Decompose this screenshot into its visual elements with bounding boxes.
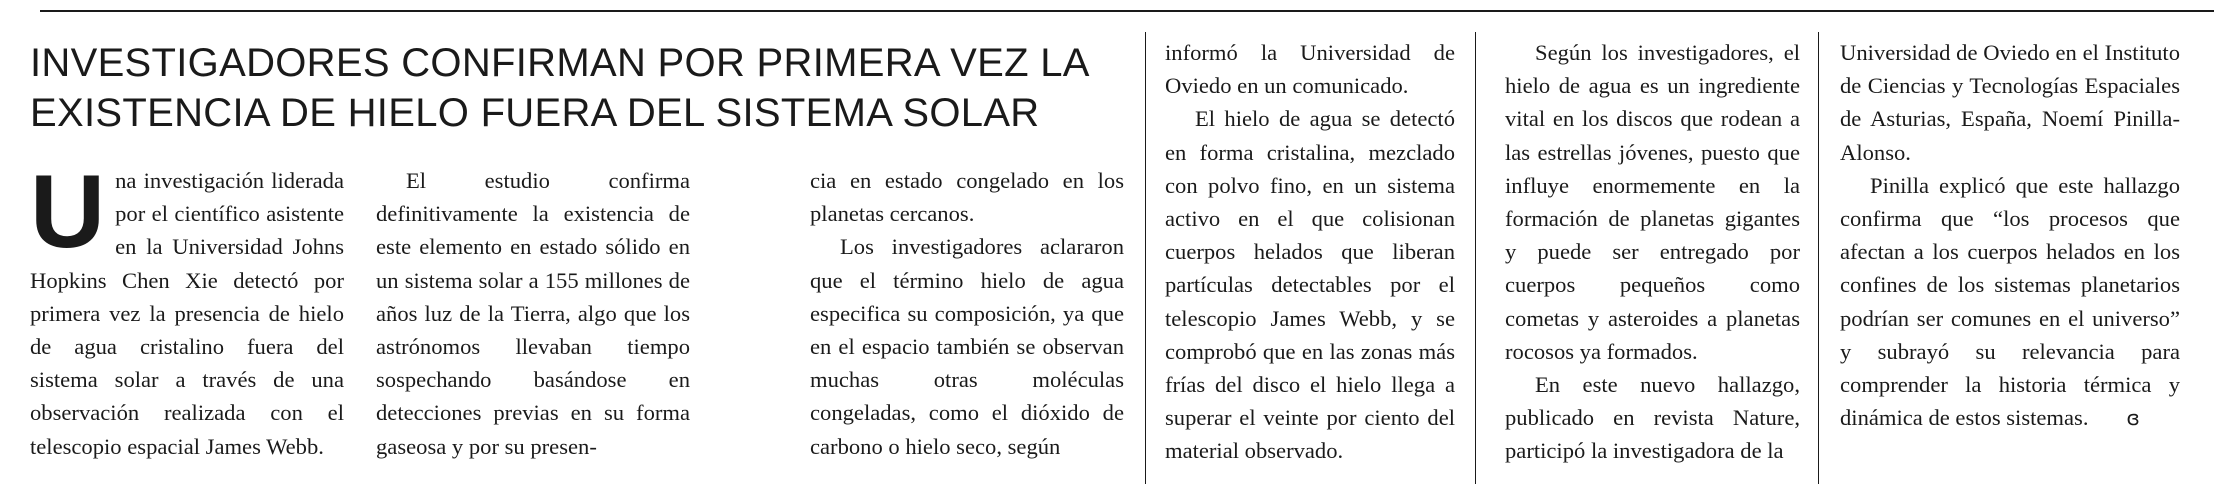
top-rule — [40, 10, 2214, 12]
article-paragraph: cia en estado congelado en los planetas cercanos. — [810, 168, 1124, 227]
paragraph-text: Pinilla explicó que este hallazgo confirma que “los procesos que afectan a los cuerpos helados en los confines de los sistemas planetarios podrían ser comunes en el universo” y subrayó su relevancia para comprender la historia térmica y dinámica de estos sistemas. — [1840, 172, 2180, 431]
article-column-6 — [1840, 36, 2180, 435]
article-paragraph: Universidad de Oviedo en el Instituto de Ciencias y Tecnologías Espaciales de Asturias, España, Noemí Pinilla-Alonso. — [1840, 40, 2180, 165]
article-paragraph: En este nuevo hallazgo, publicado en revista Nature, participó la investigadora de la — [1505, 372, 1800, 464]
article-column-2 — [376, 164, 690, 463]
column-rule — [1475, 32, 1476, 484]
article-column-5 — [1505, 36, 1800, 468]
end-of-article-icon: ɞ — [2126, 406, 2140, 431]
article-column-1 — [30, 154, 344, 463]
article-headline: INVESTIGADORES CONFIRMAN POR PRIMERA VEZ LA EXISTENCIA DE HIELO FUERA DEL SISTEMA SOLAR — [30, 41, 1088, 135]
column-rule — [1145, 32, 1146, 484]
article-paragraph: Los investigadores aclararon que el término hielo de agua especifica su composición, ya que en el espacio también se observan muchas otras moléculas congeladas, como el dióxido de carbono o hielo seco, según — [810, 234, 1124, 459]
drop-cap: U — [30, 154, 106, 270]
article-paragraph — [30, 154, 344, 463]
column-rule — [1818, 32, 1819, 484]
article-paragraph: El hielo de agua se detectó en forma cristalina, mezclado con polvo fino, en un sistema activo en el que colisionan cuerpos helados que liberan partículas detectables por el telescopio James Webb, y se comprobó que en las zonas más frías del disco el hielo llega a superar el veinte por ciento del material observado. — [1165, 106, 1455, 464]
article-column-4 — [1165, 36, 1455, 468]
paragraph-text: na investigación liderada por el científico asistente en la Universidad Johns Hopkins Chen Xie detectó por primera vez la presencia de hielo de agua cristalino fuera del sistema solar a través de una observación realizada con el telescopio espacial James Webb. — [30, 168, 344, 459]
article-paragraph: El estudio confirma definitivamente la existencia de este elemento en estado sólido en un sistema solar a 155 millones de años luz de la Tierra, algo que los astrónomos llevaban tiempo sospechando basándose en detecciones previas en su forma gaseosa y por su presen- — [376, 168, 690, 459]
article-paragraph — [1840, 169, 2180, 436]
article-column-3 — [810, 164, 1124, 463]
article-paragraph: Según los investigadores, el hielo de agua es un ingrediente vital en los discos que rodean a las estrellas jóvenes, puesto que influye enormemente en la formación de planetas gigantes y puede ser entregado por cuerpos pequeños como cometas y asteroides a planetas rocosos ya formados. — [1505, 40, 1800, 364]
article-paragraph: informó la Universidad de Oviedo en un comunicado. — [1165, 40, 1455, 99]
